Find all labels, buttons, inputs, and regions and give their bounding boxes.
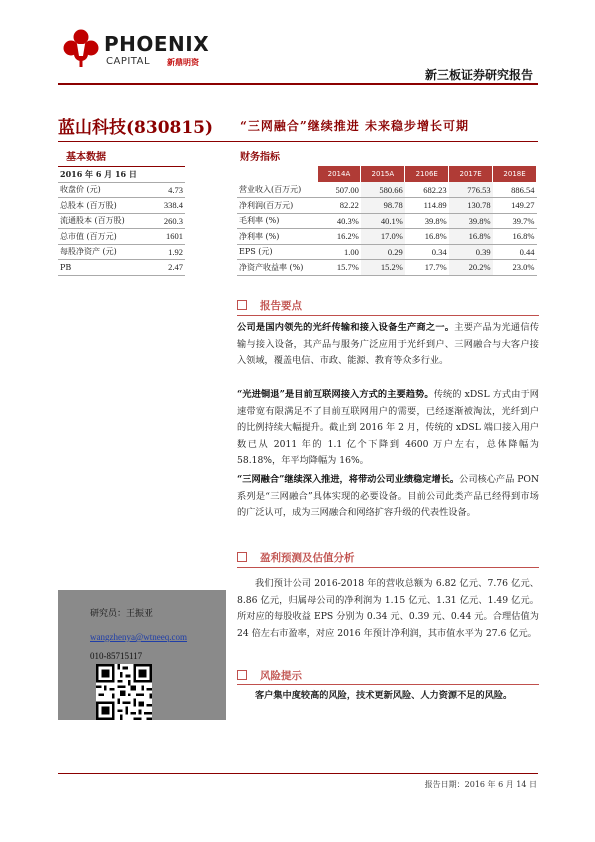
table-row xyxy=(58,182,185,198)
financial-table xyxy=(237,166,537,276)
qr-code-icon xyxy=(96,664,152,720)
cell: 17.0% xyxy=(361,229,405,245)
report-date: 报告日期：2016 年 6 月 14 日 xyxy=(424,780,537,789)
cell: 149.27 xyxy=(493,198,537,214)
cell: 114.89 xyxy=(405,198,449,214)
cell: 82.22 xyxy=(317,198,361,214)
paragraph-body: 传统的 xDSL 方式由于网速带宽有限满足不了目前互联网用户的需要，已经逐渐被淘汰，光纤到户的比例持续大幅提升。截止到 2016 年 2 月，传统的 xDSL 端口接入用户数已从 2011 年的 1.1 亿个下降到 4600 万户左右，总体降幅为 58.18%，年平均降幅为 16%。 xyxy=(237,389,539,466)
section-divider xyxy=(237,567,539,568)
year-header: 2017E xyxy=(449,166,493,182)
row-label: 营业收入(百万元) xyxy=(237,182,317,198)
row-value: 4.73 xyxy=(153,182,185,198)
paragraph-2 xyxy=(237,387,539,470)
cell: 16.8% xyxy=(449,229,493,245)
cell: 886.54 xyxy=(493,182,537,198)
section-title-risk: 风险提示 xyxy=(260,670,302,682)
section-marker-icon xyxy=(237,670,247,680)
cell: 23.0% xyxy=(493,260,537,276)
paragraph-body: 主要产品为光通信传输与接入设备，其产品与服务广泛应用于光纤到户、三网融合与大客户接入领域，覆盖电信、市政、能源、教育等众多行业。 xyxy=(237,322,540,366)
row-value: 2.47 xyxy=(153,260,185,276)
table-row xyxy=(58,198,185,214)
paragraph-lead: 公司是国内领先的光纤传输和接入设备生产商之一。 xyxy=(237,322,455,333)
financial-label: 财务指标 xyxy=(240,152,280,163)
company-title: 蓝山科技(830815) xyxy=(58,118,214,138)
report-headline: “三网融合”继续推进 未来稳步增长可期 xyxy=(240,119,469,133)
basic-data-table xyxy=(58,166,185,276)
paragraph-lead: “光进铜退”是目前互联网接入方式的主要趋势。 xyxy=(237,389,434,400)
table-row xyxy=(237,229,537,245)
year-header: 2106E xyxy=(405,166,449,182)
paragraph-1 xyxy=(237,320,539,370)
cell: 580.66 xyxy=(361,182,405,198)
row-label: 总股本 (百万股) xyxy=(58,198,153,214)
cell: 0.44 xyxy=(493,244,537,260)
paragraph-3 xyxy=(237,472,539,522)
cell: 776.53 xyxy=(449,182,493,198)
row-label: 收盘价 (元) xyxy=(58,182,153,198)
section-marker-icon xyxy=(237,552,247,562)
paragraph-5: 客户集中度较高的风险，技术更新风险、人力资源不足的风险。 xyxy=(255,690,513,701)
cell: 39.8% xyxy=(405,213,449,229)
row-label: 净利率 (%) xyxy=(237,229,317,245)
logo-sub: CAPITAL xyxy=(106,56,151,67)
cell: 507.00 xyxy=(317,182,361,198)
table-row xyxy=(237,198,537,214)
paragraph-body: 公司核心产品 PON 系列是“三网融合”具体实现的必要设备。目前公司此类产品已经得到市场的广泛认可，成为三网融合和网络扩容升级的代表性设备。 xyxy=(237,474,539,518)
table-row xyxy=(237,182,537,198)
cell: 0.29 xyxy=(361,244,405,260)
analyst-email-link[interactable]: wangzhenya@wtneeq.com xyxy=(90,632,188,642)
cell: 130.78 xyxy=(449,198,493,214)
title-band xyxy=(58,111,538,141)
section-title-highlights: 报告要点 xyxy=(260,300,302,312)
title-divider xyxy=(58,141,538,142)
cell: 15.2% xyxy=(361,260,405,276)
table-row xyxy=(58,229,185,245)
analyst-phone: 010-85715117 xyxy=(90,651,143,661)
year-header: 2014A xyxy=(317,166,361,182)
paragraph-lead: “三网融合”继续深入推进，将带动公司业绩稳定增长。 xyxy=(237,474,460,485)
cell: 39.7% xyxy=(493,213,537,229)
cell: 40.3% xyxy=(317,213,361,229)
cell: 15.7% xyxy=(317,260,361,276)
basic-data-label: 基本数据 xyxy=(66,152,106,163)
row-label: 净资产收益率 (%) xyxy=(237,260,317,276)
row-value: 1601 xyxy=(153,229,185,245)
paragraph-4: 我们预计公司 2016-2018 年的营收总额为 6.82 亿元、7.76 亿元、8.86 亿元，归属母公司的净利润为 1.15 亿元、1.31 亿元、1.49 亿元。所对应的每股收益 EPS 分别为 0.34 元、0.39 元、0.44 元。合理估值为 24 倍左右市盈率，对应 2016 年预计净利润，其市值水平为 27.6 亿元。 xyxy=(237,578,539,639)
section-title-forecast: 盈利预测及估值分析 xyxy=(260,552,355,564)
footer-divider xyxy=(58,773,538,774)
row-label: 总市值 (百万元) xyxy=(58,229,153,245)
header-divider xyxy=(58,83,538,85)
row-label: EPS (元) xyxy=(237,244,317,260)
row-value: 338.4 xyxy=(153,198,185,214)
cell: 17.7% xyxy=(405,260,449,276)
row-label: 每股净资产 (元) xyxy=(58,244,153,260)
table-row xyxy=(58,213,185,229)
row-label: 流通股本 (百万股) xyxy=(58,213,153,229)
phoenix-logo-icon xyxy=(62,28,100,68)
year-header: 2015A xyxy=(361,166,405,182)
cell: 682.23 xyxy=(405,182,449,198)
report-type: 新三板证券研究报告 xyxy=(424,68,533,82)
cell: 16.8% xyxy=(405,229,449,245)
cell: 0.34 xyxy=(405,244,449,260)
cell: 1.00 xyxy=(317,244,361,260)
section-marker-icon xyxy=(237,300,247,310)
section-divider xyxy=(237,315,539,316)
row-label: PB xyxy=(58,260,153,276)
logo-cn: 新鼎明资 xyxy=(167,58,199,67)
table-row xyxy=(58,244,185,260)
year-header: 2018E xyxy=(493,166,537,182)
table-row xyxy=(237,213,537,229)
cell: 39.8% xyxy=(449,213,493,229)
cell: 0.39 xyxy=(449,244,493,260)
header-blank xyxy=(237,166,317,182)
table-row xyxy=(237,244,537,260)
table-row xyxy=(58,167,185,183)
cell: 20.2% xyxy=(449,260,493,276)
basic-date: 2016 年 6 月 16 日 xyxy=(58,167,185,183)
table-row xyxy=(58,260,185,276)
company-logo xyxy=(62,24,212,72)
logo-name: PHOENIX xyxy=(104,32,210,56)
row-value: 260.3 xyxy=(153,213,185,229)
cell: 40.1% xyxy=(361,213,405,229)
section-divider xyxy=(237,684,539,685)
cell: 98.78 xyxy=(361,198,405,214)
table-header-row xyxy=(237,166,537,182)
table-row xyxy=(237,260,537,276)
cell: 16.2% xyxy=(317,229,361,245)
analyst-name: 研究员：王振亚 xyxy=(90,609,154,619)
row-label: 净利润(百万元) xyxy=(237,198,317,214)
cell: 16.8% xyxy=(493,229,537,245)
row-value: 1.92 xyxy=(153,244,185,260)
row-label: 毛利率 (%) xyxy=(237,213,317,229)
